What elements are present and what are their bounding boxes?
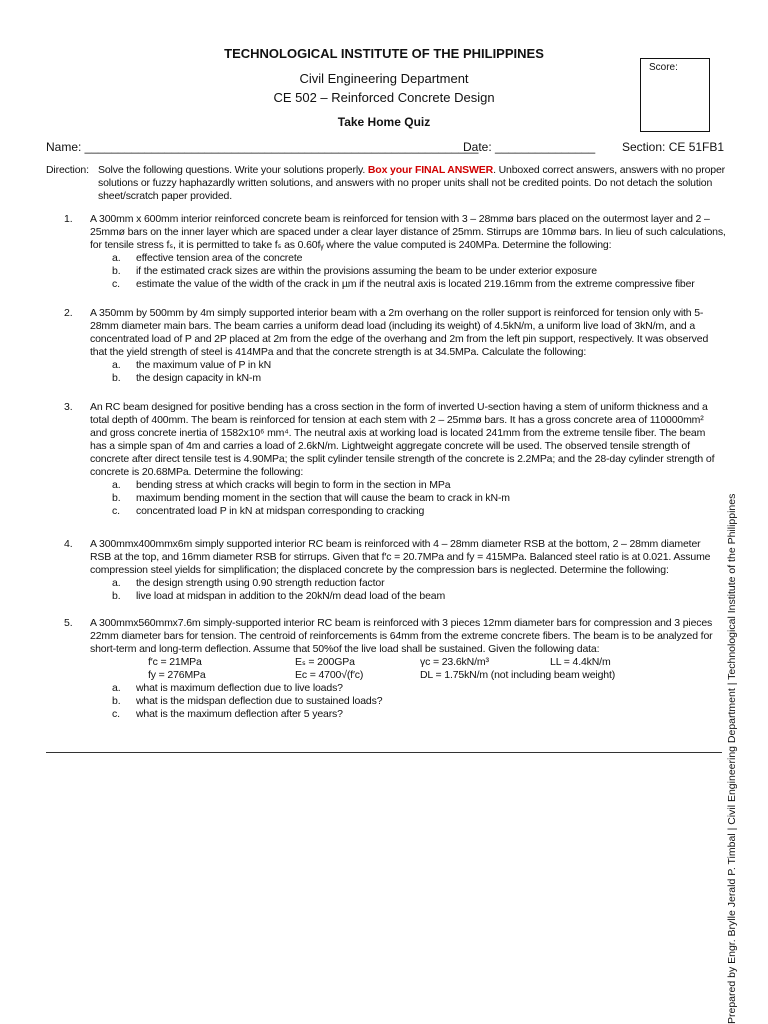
given-data-cell: γc = 23.6kN/m³ (420, 656, 489, 668)
sub-question-letter: a. (112, 359, 121, 371)
sub-question (112, 359, 768, 372)
sub-question (112, 577, 768, 590)
sub-question-text: what is the maximum deflection after 5 years? (136, 708, 343, 720)
question-body (90, 538, 768, 603)
sub-question (112, 505, 768, 518)
score-box (640, 58, 710, 132)
given-data-cell: f′c = 21MPa (148, 656, 202, 668)
question-number: 3. (64, 401, 73, 413)
question-line: 25mmø bars on the inner layer which are spaced under a clear layer distance of 25mm. Stirrups are 10mmø bars. In lieu of such calculations, (90, 226, 726, 238)
sub-question-letter: a. (112, 479, 121, 491)
sub-question-letter: b. (112, 695, 121, 707)
question-number: 1. (64, 213, 73, 225)
question-line: concentrated load of P and 2P placed at 2m from the edge of the overhang and 2m from the left pin support, respectively. It was observed (90, 333, 709, 345)
given-data-row (90, 656, 768, 669)
question-line: total depth of 400mm. The beam is reinforced for tension at each stem with 2 – 25mmø bars. It has a gross concrete area of 110000mm² (90, 414, 704, 426)
sub-question-text: the maximum value of P in kN (136, 359, 272, 371)
sub-question-text: if the estimated crack sizes are within the provisions assuming the beam to be under exterior exposure (136, 265, 597, 277)
direction-text-after: . Unboxed correct answers, answers with no proper solutions or fuzzy haphazardly written solutions, and answers with no proper units shall not be credited points. Do not detach the solution sheet/scratch paper provided. (98, 164, 726, 202)
side-credit-text: Prepared by Engr. Brylle Jerald P. Timbal | Civil Engineering Department | Technological Institute of the Philippines (726, 493, 738, 1024)
question-line: concrete is 20.68MPa. Determine the following: (90, 466, 304, 478)
question-line: and gross concrete inertia of 1582x10⁶ mm⁴. The neutral axis at working load is located 241mm from the extreme tensile fiber. The beam (90, 427, 706, 439)
sub-question-text: estimate the value of the width of the crack in µm if the neutral axis is located 219.16mm from the extreme compressive fiber (136, 278, 695, 290)
sub-question-text: the design capacity in kN-m (136, 372, 261, 384)
sub-question-letter: c. (112, 505, 120, 517)
sub-question-letter: c. (112, 278, 120, 290)
sub-question (112, 492, 768, 505)
question-line: compression steel yields for simplification; the displaced concrete by the compression bars is neglected. Determine the following: (90, 564, 669, 576)
question-body (90, 401, 768, 518)
sub-question-text: what is maximum deflection due to live loads? (136, 682, 343, 694)
direction-emphasis: Box your FINAL ANSWER (367, 164, 494, 176)
question-line: concrete after direct tensile test is 4.90MPa; the split cylinder tensile strength of the concrete is 2.2MPa; and the 28-day cylinder strength of (90, 453, 715, 465)
question-body (90, 617, 768, 721)
given-data-cell: DL = 1.75kN/m (not including beam weight) (420, 669, 616, 681)
sub-question-text: what is the midspan deflection due to sustained loads? (136, 695, 383, 707)
sub-question (112, 372, 768, 385)
question-line: RSB at the top, and 16mm diameter RSB for stirrups. Given that f′c = 20.7MPa and fy = 415MPa. Balanced steel ratio is at 0.021. Assume (90, 551, 711, 563)
end-rule (46, 752, 722, 753)
name-field: Name: ___________________________________________________________ (46, 140, 479, 154)
given-data-row (90, 669, 768, 682)
sub-question (112, 695, 768, 708)
sub-question (112, 265, 768, 278)
question-line: A 300mm x 600mm interior reinforced concrete beam is reinforced for tension with 3 – 28mmø bars placed on the outermost layer and 2 – (90, 213, 710, 225)
sub-question (112, 252, 768, 265)
sub-question (112, 682, 768, 695)
course-name: CE 502 – Reinforced Concrete Design (273, 90, 495, 105)
sub-question (112, 278, 768, 291)
date-field: Date: _______________ (463, 140, 596, 154)
section-field: Section: CE 51FB1 (622, 140, 725, 154)
sub-question (112, 708, 768, 721)
question-body (90, 213, 768, 291)
question-line: A 300mmx400mmx6m simply supported interior RC beam is reinforced with 4 – 28mm diameter RSB at the bottom, 2 – 28mm diameter (90, 538, 701, 550)
department-name: Civil Engineering Department (299, 71, 469, 86)
sub-question-text: effective tension area of the concrete (136, 252, 303, 264)
sub-question-letter: a. (112, 682, 121, 694)
question-line: for tensile stress fₛ, it is permitted to take fₛ as 0.60fᵧ where the value computed is 240MPa. Determine the following: (90, 239, 612, 251)
sub-question-text: bending stress at which cracks will begin to form in the section in MPa (136, 479, 451, 491)
sub-question-text: maximum bending moment in the section that will cause the beam to crack in kN-m (136, 492, 510, 504)
question-number: 2. (64, 307, 73, 319)
given-data-cell: LL = 4.4kN/m (550, 656, 611, 668)
quiz-title: Take Home Quiz (337, 115, 431, 129)
question-line: has a simple span of 4m and carries a load of 2.6kN/m. Lightweight aggregate concrete will be used. The observed tensile strength of (90, 440, 690, 452)
sub-question-letter: a. (112, 577, 121, 589)
question-line: 28mm diameter main bars. The beam carries a uniform dead load (including its weight) of 4.5kN/m, a uniform live load of 3kN/m, and a (90, 320, 696, 332)
question-number: 5. (64, 617, 73, 629)
question-line: short-term and long-term deflection. Assume that 50%of the live load shall be sustained. Given the following data: (90, 643, 600, 655)
sub-question-letter: c. (112, 708, 120, 720)
sub-question-letter: a. (112, 252, 121, 264)
sub-question-text: concentrated load P in kN at midspan corresponding to cracking (136, 505, 425, 517)
question-number: 4. (64, 538, 73, 550)
sub-question-letter: b. (112, 265, 121, 277)
sub-question-text: the design strength using 0.90 strength reduction factor (136, 577, 385, 589)
question-line: A 300mmx560mmx7.6m simply-supported interior RC beam is reinforced with 3 pieces 12mm diameter bars for compression and 3 pieces (90, 617, 713, 629)
given-data-cell: Eₛ = 200GPa (295, 656, 355, 668)
question-line: 22mm diameter bars for tension. The centroid of reinforcements is 64mm from the extreme concrete fibers. The beam is to be analyzed for (90, 630, 713, 642)
score-label: Score: (649, 62, 678, 73)
direction-label: Direction: (46, 164, 89, 176)
given-data-cell: Ec = 4700√(f′c) (295, 669, 364, 681)
sub-question-letter: b. (112, 492, 121, 504)
question-line: An RC beam designed for positive bending has a cross section in the form of inverted U-section having a stem of uniform thickness and a (90, 401, 708, 413)
sub-question (112, 479, 768, 492)
sub-question (112, 590, 768, 603)
question-line: A 350mm by 500mm by 4m simply supported interior beam with a 2m overhang on the roller support is reinforced for tension only with 5- (90, 307, 704, 319)
sub-question-letter: b. (112, 372, 121, 384)
question-line: that the yield strength of steel is 414MPa and that the concrete strength is at 34.5MPa. Calculate the following: (90, 346, 587, 358)
sub-question-letter: b. (112, 590, 121, 602)
question-body (90, 307, 768, 385)
direction-text-before: Solve the following questions. Write your solutions properly. (98, 164, 368, 176)
given-data-cell: fy = 276MPa (148, 669, 206, 681)
sub-question-text: live load at midspan in addition to the 20kN/m dead load of the beam (136, 590, 446, 602)
direction-text (98, 164, 730, 203)
institution-title: TECHNOLOGICAL INSTITUTE OF THE PHILIPPINES (224, 46, 544, 61)
